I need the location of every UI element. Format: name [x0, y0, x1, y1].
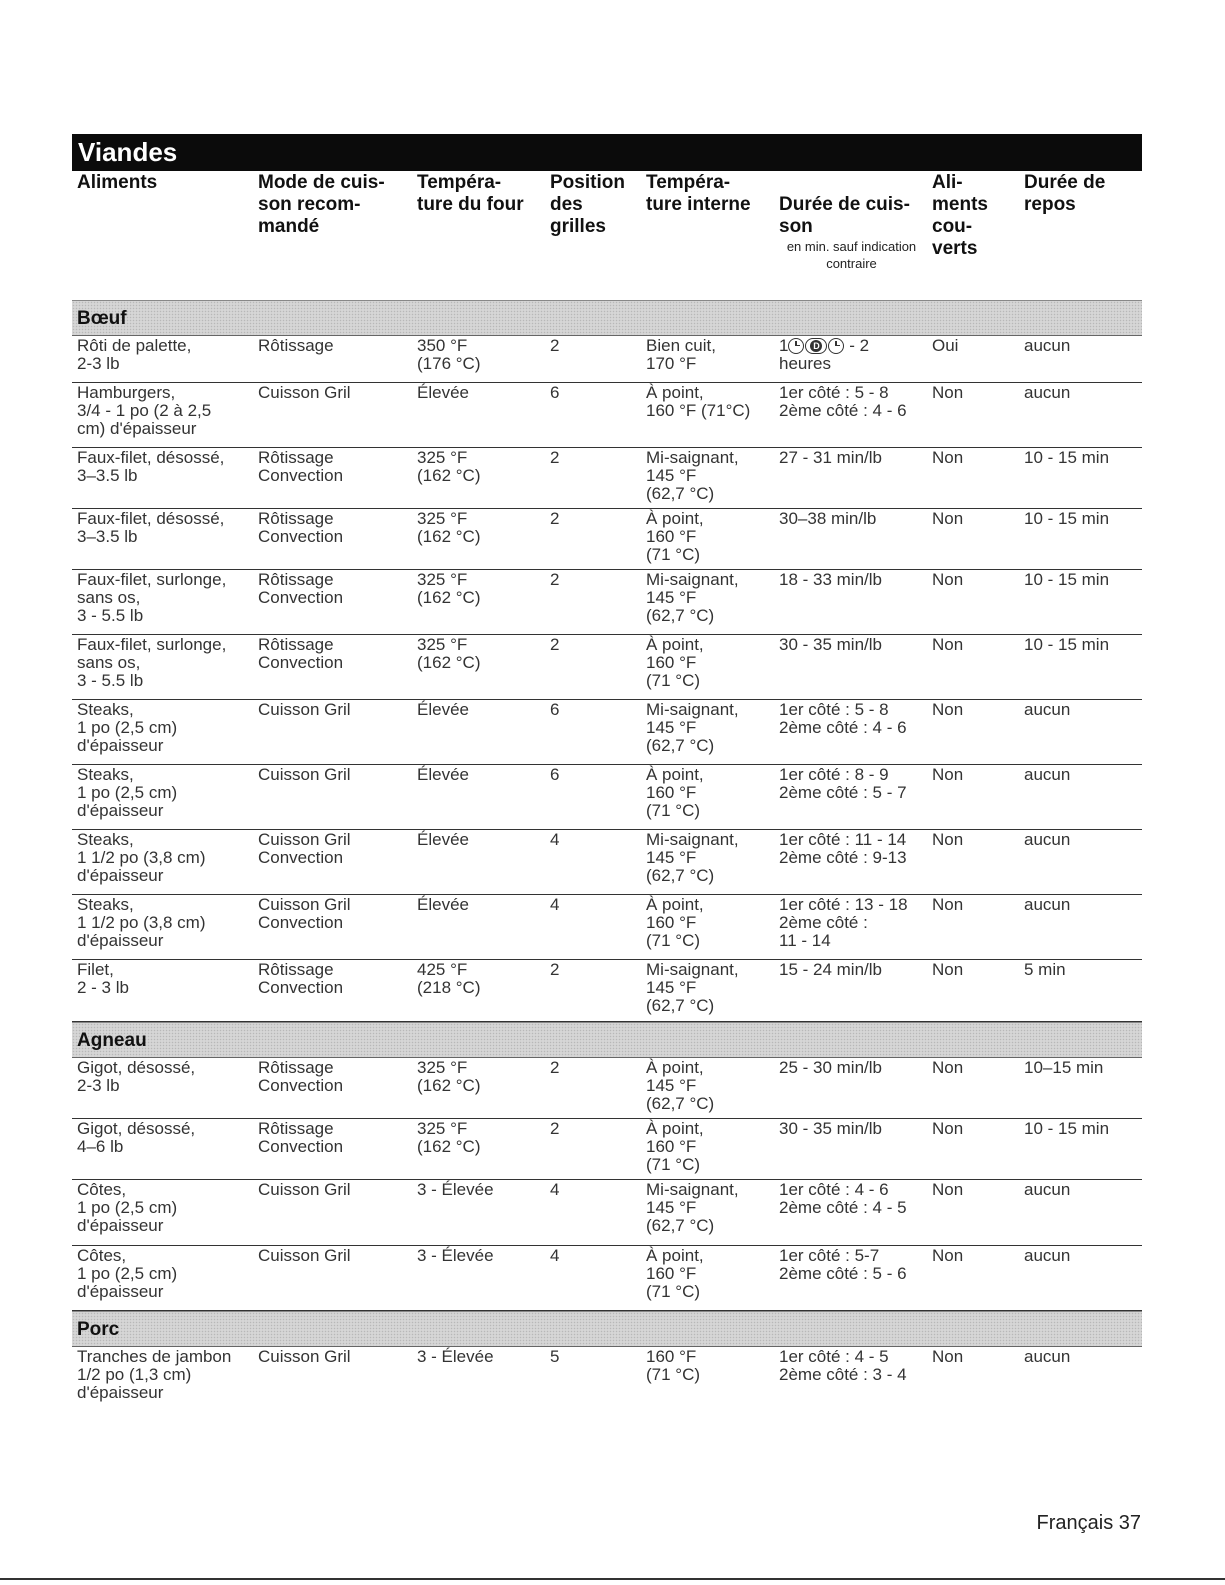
table-cell: Mi-saignant, 145 °F (62,7 °C) [646, 1180, 739, 1235]
table-cell: 10–15 min [1024, 1058, 1104, 1077]
table-cell: Oui [932, 336, 959, 355]
table-cell: Cuisson Gril [258, 383, 351, 402]
table-cell: Rôtissage Convection [258, 960, 344, 997]
table-cell: Gigot, désossé, 2-3 lb [77, 1058, 196, 1095]
table-cell: 1er côté : 4 - 5 2ème côté : 3 - 4 [779, 1347, 907, 1384]
table-cell: Bien cuit, 170 °F [646, 336, 716, 373]
table-cell: Non [932, 509, 964, 528]
end-time-icon [828, 338, 844, 354]
table-cell: 2 [550, 336, 560, 355]
header-aliments: Aliments [77, 172, 158, 193]
table-cell: Non [932, 383, 964, 402]
header-position-grilles: Position des grilles [550, 172, 625, 237]
timer-prefix: 1 [779, 336, 789, 355]
table-cell: Non [932, 700, 964, 719]
table-cell: Rôtissage Convection [258, 1058, 344, 1095]
table-cell: 1er côté : 5 - 8 2ème côté : 4 - 6 [779, 383, 907, 420]
table-cell: 4 [550, 830, 560, 849]
table-cell: 1er côté : 5-7 2ème côté : 5 - 6 [779, 1246, 907, 1283]
table-cell: 10 - 15 min [1024, 570, 1110, 589]
table-cell: À point, 160 °F (71 °C) [646, 509, 704, 564]
table-cell: Cuisson Gril [258, 700, 351, 719]
table-cell: Non [932, 448, 964, 467]
table-cell: 325 °F (162 °C) [417, 570, 481, 607]
table-cell: Non [932, 570, 964, 589]
table-cell: Mi-saignant, 145 °F (62,7 °C) [646, 830, 739, 885]
table-cell: Non [932, 1058, 964, 1077]
table-cell: Cuisson Gril Convection [258, 830, 351, 867]
table-row [72, 895, 1142, 960]
section-header: Porc [72, 1311, 1142, 1347]
header-duree-cuisson [774, 172, 927, 300]
clock-icon [788, 338, 804, 354]
table-cell: Steaks, 1 po (2,5 cm) d'épaisseur [77, 765, 178, 820]
table-row [72, 1119, 1142, 1180]
table-row [72, 509, 1142, 570]
table-row [72, 830, 1142, 895]
table-cell: 160 °F (71 °C) [646, 1347, 701, 1384]
table-cell: 18 - 33 min/lb [779, 570, 882, 589]
table-cell: 325 °F (162 °C) [417, 1119, 481, 1156]
table-cell: À point, 145 °F (62,7 °C) [646, 1058, 715, 1113]
table-cell: 325 °F (162 °C) [417, 1058, 481, 1095]
table-cell: 425 °F (218 °C) [417, 960, 481, 997]
table-cell: Côtes, 1 po (2,5 cm) d'épaisseur [77, 1246, 178, 1301]
table-cell: 2 [550, 570, 560, 589]
bottom-rule [0, 1578, 1225, 1580]
table-row [72, 448, 1142, 509]
table-cell: Filet, 2 - 3 lb [77, 960, 129, 997]
table-cell: 10 - 15 min [1024, 635, 1110, 654]
table-cell: Non [932, 1347, 964, 1366]
table-cell: 10 - 15 min [1024, 448, 1110, 467]
header-duree-cuisson-label: Durée de cuis- son [779, 194, 910, 237]
table-cell: 4 [550, 1246, 560, 1265]
table-cell: Rôtissage Convection [258, 448, 344, 485]
table-row [72, 635, 1142, 700]
table-row [72, 700, 1142, 765]
table-row [72, 960, 1142, 1022]
timer-icons [788, 338, 844, 354]
timer-unit: heures [779, 354, 831, 373]
table-row [72, 1347, 1142, 1413]
table-cell: 2 [550, 635, 560, 654]
table-cell: 3 - Élevée [417, 1180, 494, 1199]
table-body [72, 300, 1142, 1413]
table-cell: Faux-filet, surlonge, sans os, 3 - 5.5 lb [77, 635, 227, 690]
table-cell: Non [932, 960, 964, 979]
table-cell: 5 min [1024, 960, 1066, 979]
table-cell: 2 [550, 1119, 560, 1138]
timer-suffix: - 2 [844, 336, 870, 355]
table-cell: Gigot, désossé, 4–6 lb [77, 1119, 196, 1156]
table-cell: Steaks, 1 po (2,5 cm) d'épaisseur [77, 700, 178, 755]
table-row [72, 570, 1142, 635]
table-cell: 350 °F (176 °C) [417, 336, 481, 373]
column-headers [72, 171, 1142, 300]
table-cell: Mi-saignant, 145 °F (62,7 °C) [646, 700, 739, 755]
table-cell: 10 - 15 min [1024, 1119, 1110, 1138]
table-cell: 325 °F (162 °C) [417, 448, 481, 485]
header-aliments-couverts: Ali- ments cou- verts [932, 172, 988, 259]
table-cell: Tranches de jambon 1/2 po (1,3 cm) d'épaisseur [77, 1347, 232, 1402]
table-cell: Cuisson Gril [258, 1347, 351, 1366]
duration-icon [805, 338, 827, 354]
table-cell: 30–38 min/lb [779, 509, 877, 528]
table-cell: Non [932, 1119, 964, 1138]
section-header: Bœuf [72, 300, 1142, 336]
table-cell: 30 - 35 min/lb [779, 1119, 882, 1138]
table-row [72, 1058, 1142, 1119]
table-cell: 6 [550, 383, 560, 402]
table-cell: Mi-saignant, 145 °F (62,7 °C) [646, 960, 739, 1015]
table-cell: 15 - 24 min/lb [779, 960, 882, 979]
table-cell: 2 [550, 960, 560, 979]
table-cell: 2 [550, 448, 560, 467]
table-cell: Steaks, 1 1/2 po (3,8 cm) d'épaisseur [77, 830, 206, 885]
table-cell: Rôti de palette, 2-3 lb [77, 336, 192, 373]
table-cell: 1er côté : 8 - 9 2ème côté : 5 - 7 [779, 765, 907, 802]
table-cell: Mi-saignant, 145 °F (62,7 °C) [646, 570, 739, 625]
table-cell: Mi-saignant, 145 °F (62,7 °C) [646, 448, 739, 503]
table-row [72, 1180, 1142, 1246]
table-cell: Cuisson Gril Convection [258, 895, 351, 932]
header-temperature-interne: Tempéra- ture interne [646, 172, 751, 215]
duration-icon-letter: D [810, 340, 822, 352]
table-cell: 10 - 15 min [1024, 509, 1110, 528]
table-cell: 1er côté : 13 - 18 2ème côté : 11 - 14 [779, 895, 908, 950]
table-cell: Cuisson Gril [258, 1180, 351, 1199]
table-cell: Côtes, 1 po (2,5 cm) d'épaisseur [77, 1180, 178, 1235]
table-cell: 30 - 35 min/lb [779, 635, 882, 654]
table-cell: Non [932, 830, 964, 849]
table-cell: 2 [550, 509, 560, 528]
table-cell: Élevée [417, 700, 469, 719]
table-cell: Rôtissage Convection [258, 509, 344, 546]
table-cell: Non [932, 1246, 964, 1265]
table-cell: 2 [550, 1058, 560, 1077]
table-cell: 27 - 31 min/lb [779, 448, 882, 467]
table-cell: 4 [550, 1180, 560, 1199]
meat-cooking-table [72, 134, 1142, 1413]
table-cell: Hamburgers, 3/4 - 1 po (2 à 2,5 cm) d'épaisseur [77, 383, 212, 438]
table-cell: À point, 160 °F (71 °C) [646, 765, 704, 820]
table-cell: Élevée [417, 383, 469, 402]
table-cell: aucun [1024, 765, 1071, 784]
page-footer: Français 37 [1036, 1512, 1141, 1534]
table-cell: À point, 160 °F (71 °C) [646, 895, 704, 950]
table-cell: À point, 160 °F (71 °C) [646, 1246, 704, 1301]
duration-note: en min. sauf indication contraire [786, 239, 917, 271]
table-cell: 3 - Élevée [417, 1246, 494, 1265]
table-cell: aucun [1024, 895, 1071, 914]
table-row [72, 336, 1142, 383]
table-cell: Élevée [417, 895, 469, 914]
table-cell: Faux-filet, surlonge, sans os, 3 - 5.5 lb [77, 570, 227, 625]
table-cell: 1er côté : 11 - 14 2ème côté : 9-13 [779, 830, 907, 867]
table-cell: Cuisson Gril [258, 1246, 351, 1265]
timer-cell [774, 336, 927, 382]
table-cell: Élevée [417, 765, 469, 784]
table-cell: À point, 160 °F (71 °C) [646, 1119, 704, 1174]
table-cell: 6 [550, 700, 560, 719]
section-header: Agneau [72, 1022, 1142, 1058]
table-cell: Rôtissage [258, 336, 334, 355]
table-cell: Faux-filet, désossé, 3–3.5 lb [77, 509, 225, 546]
table-cell: À point, 160 °F (71°C) [646, 383, 751, 420]
table-cell: 25 - 30 min/lb [779, 1058, 882, 1077]
table-cell: 5 [550, 1347, 560, 1366]
header-temperature-four: Tempéra- ture du four [417, 172, 524, 215]
table-cell: Non [932, 635, 964, 654]
table-cell: Non [932, 1180, 964, 1199]
table-cell: 325 °F (162 °C) [417, 635, 481, 672]
table-cell: aucun [1024, 830, 1071, 849]
table-cell: aucun [1024, 1246, 1071, 1265]
table-cell: Steaks, 1 1/2 po (3,8 cm) d'épaisseur [77, 895, 206, 950]
table-cell: 1er côté : 5 - 8 2ème côté : 4 - 6 [779, 700, 907, 737]
table-cell: Faux-filet, désossé, 3–3.5 lb [77, 448, 225, 485]
table-cell: Cuisson Gril [258, 765, 351, 784]
table-cell: Rôtissage Convection [258, 570, 344, 607]
header-mode-cuisson: Mode de cuis- son recom- mandé [258, 172, 385, 237]
table-cell: Rôtissage Convection [258, 635, 344, 672]
table-cell: aucun [1024, 1180, 1071, 1199]
table-row [72, 765, 1142, 830]
table-cell: aucun [1024, 336, 1071, 355]
table-cell: Élevée [417, 830, 469, 849]
table-cell: 4 [550, 895, 560, 914]
table-cell: Non [932, 895, 964, 914]
table-cell: 6 [550, 765, 560, 784]
table-cell: Non [932, 765, 964, 784]
table-title: Viandes [72, 134, 1142, 171]
table-cell: aucun [1024, 700, 1071, 719]
table-cell: 325 °F (162 °C) [417, 509, 481, 546]
table-row [72, 383, 1142, 448]
table-cell: aucun [1024, 1347, 1071, 1366]
table-row [72, 1246, 1142, 1311]
header-duree-repos: Durée de repos [1024, 172, 1106, 215]
table-cell: aucun [1024, 383, 1071, 402]
table-cell: 3 - Élevée [417, 1347, 494, 1366]
table-cell: À point, 160 °F (71 °C) [646, 635, 704, 690]
table-cell: Rôtissage Convection [258, 1119, 344, 1156]
table-cell: 1er côté : 4 - 6 2ème côté : 4 - 5 [779, 1180, 907, 1217]
